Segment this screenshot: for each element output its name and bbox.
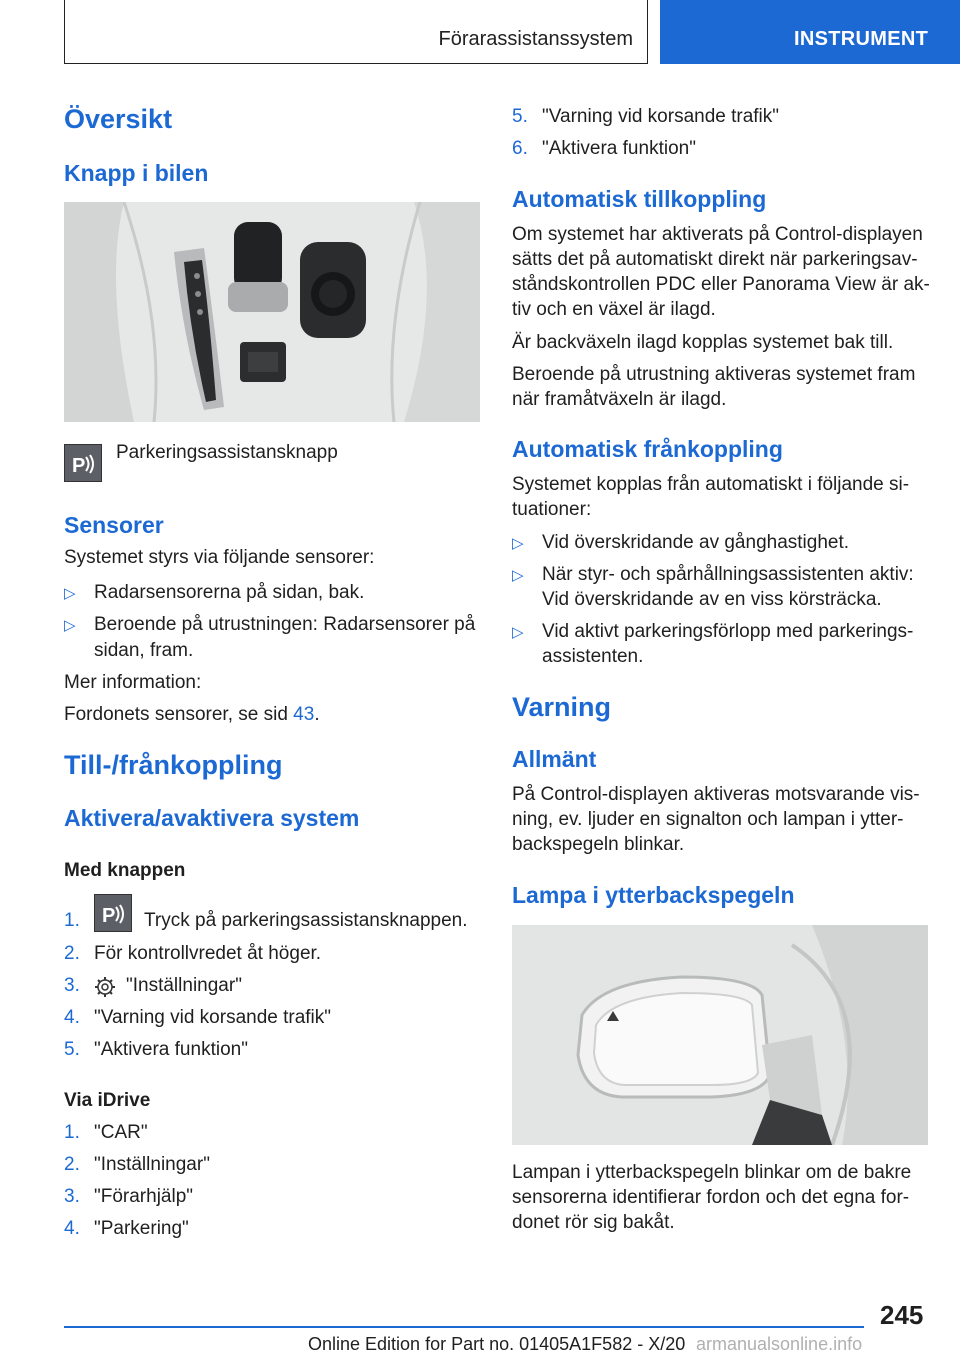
park-assist-icon [64, 444, 102, 482]
photo-caption: Parkeringsassistansknapp [116, 442, 338, 463]
list-item: ▷ Vid överskridande av gånghastighet. [512, 530, 849, 557]
heading-auto-on: Automatisk tillkoppling [512, 186, 767, 212]
gear-icon [94, 976, 116, 1003]
step-item: 2. "Inställningar" [64, 1154, 210, 1175]
heading-mirror-lamp: Lampa i ytterbackspegeln [512, 882, 795, 908]
more-info-label: Mer information: [64, 672, 202, 693]
header-chapter-title: INSTRUMENT [794, 28, 929, 50]
page-number: 245 [880, 1300, 924, 1330]
auto-on-line: Om systemet har aktiverats på Control-displayen [512, 224, 923, 245]
step-item: 4. "Varning vid korsande trafik" [64, 1007, 332, 1028]
subtitle-button-in-car: Knapp i bilen [64, 160, 209, 186]
list-item: ▷ Beroende på utrustningen: Radarsensorer på [64, 612, 475, 639]
park-assist-icon [94, 894, 132, 932]
list-item: ▷ Vid aktivt parkeringsförlopp med parkerings- [512, 619, 913, 646]
reference-line: Fordonets sensorer, se sid 43. [64, 704, 320, 725]
center-console-illustration [64, 202, 480, 422]
footer-edition: Online Edition for Part no. 01405A1F582 - X/20 [308, 1334, 686, 1354]
lamp-line: Lampan i ytterbackspegeln blinkar om de bakre [512, 1162, 912, 1183]
step-item: 5. "Varning vid korsande trafik" [512, 106, 780, 127]
heading-on-off: Till-/frånkoppling [64, 750, 283, 780]
list-item-continuation: Vid överskridande av en viss körsträcka. [542, 589, 882, 610]
step-text: "Inställningar" [126, 975, 242, 996]
footer-watermark: armanualsonline.info [696, 1334, 863, 1354]
via-idrive-label: Via iDrive [64, 1090, 151, 1111]
header-chapter [660, 0, 960, 64]
step-item: 6. "Aktivera funktion" [512, 138, 696, 159]
lamp-line: sensorerna identifierar fordon och det egna for- [512, 1187, 910, 1208]
reverse-gear-line: Är backväxeln ilagd kopplas systemet bak till. [512, 332, 894, 353]
heading-warning: Varning [512, 692, 612, 722]
auto-off-line: Systemet kopplas från automatiskt i följande si- [512, 474, 910, 495]
step-item: 3. "Förarhjälp" [64, 1186, 194, 1207]
auto-on-line: sätts det på automatiskt direkt när parkeringsav- [512, 249, 918, 270]
heading-auto-off: Automatisk frånkoppling [512, 436, 783, 462]
general-line: På Control-displayen aktiveras motsvarande vis- [512, 784, 920, 805]
list-item-continuation: assistenten. [542, 646, 644, 667]
general-line: ning, ev. ljuder en signalton och lampan i ytter- [512, 809, 904, 830]
auto-off-line: tuationer: [512, 499, 592, 520]
heading-general: Allmänt [512, 746, 597, 772]
equipment-line: Beroende på utrustning aktiveras systemet fram [512, 364, 916, 385]
step-item: 2. För kontrollvredet åt höger. [64, 943, 322, 964]
step-icon-wrap [94, 894, 132, 932]
svg-text:P: P [102, 905, 116, 927]
step-item: 5. "Aktivera funktion" [64, 1039, 248, 1060]
page-title: Översikt [64, 104, 173, 134]
with-button-label: Med knappen [64, 860, 186, 881]
auto-on-line: tiv och en växel är ilagd. [512, 299, 716, 320]
equipment-line: när framåtväxeln är ilagd. [512, 389, 727, 410]
step-item: 1. [64, 910, 80, 931]
auto-on-line: ståndskontrollen PDC eller Panorama View är ak- [512, 274, 930, 295]
list-item: ▷ När styr- och spårhållningsassistenten aktiv: [512, 562, 914, 589]
step-item: 4. "Parkering" [64, 1218, 189, 1239]
mirror-photo [512, 925, 928, 1145]
step-item: 1. "CAR" [64, 1122, 148, 1143]
sensors-intro: Systemet styrs via följande sensorer: [64, 547, 375, 568]
triangle-bullet-icon: ▷ [64, 617, 76, 634]
list-item-continuation: sidan, fram. [94, 640, 194, 661]
triangle-bullet-icon: ▷ [512, 567, 524, 584]
center-console-photo [64, 202, 480, 422]
general-line: backspegeln blinkar. [512, 834, 685, 855]
heading-activate: Aktivera/avaktivera system [64, 805, 360, 831]
header-section-title: Förarassistanssystem [438, 28, 633, 50]
header-section [64, 0, 648, 64]
side-mirror-illustration [512, 925, 928, 1145]
lamp-line: donet rör sig bakåt. [512, 1212, 675, 1233]
list-item: ▷ Radarsensorerna på sidan, bak. [64, 580, 364, 607]
triangle-bullet-icon: ▷ [64, 585, 76, 602]
svg-text:P: P [72, 455, 86, 477]
heading-sensors: Sensorer [64, 512, 164, 538]
triangle-bullet-icon: ▷ [512, 624, 524, 641]
step-item: 3. [64, 975, 80, 996]
triangle-bullet-icon: ▷ [512, 535, 524, 552]
step-text: Tryck på parkeringsassistansknappen. [144, 910, 468, 931]
page-reference-link[interactable]: 43 [293, 704, 315, 725]
caption-row [64, 444, 102, 482]
footer-divider [64, 1326, 864, 1328]
